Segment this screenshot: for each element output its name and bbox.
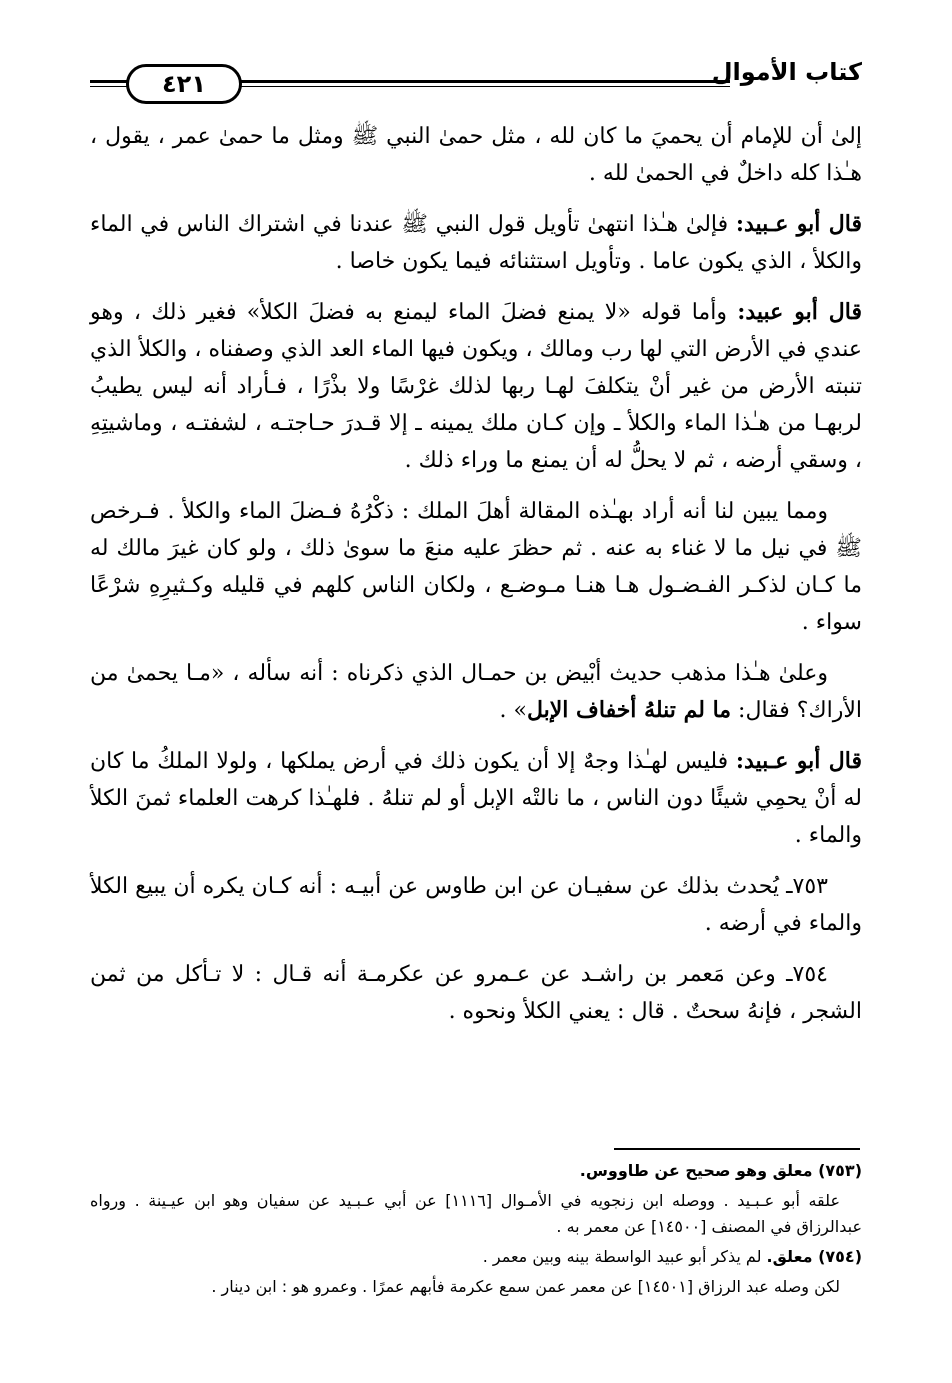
- footnote-separator: [614, 1148, 860, 1150]
- paragraph-8: [90, 956, 862, 1030]
- footnote-text: لكن وصله عبد الرزاق [١٤٥٠١] عن معمر عمن سمع عكرمة فأبهم عمرًا . وعمرو هو : ابن دينار .: [211, 1277, 840, 1296]
- footnote-2: [90, 1188, 862, 1240]
- footnote-4: [90, 1274, 862, 1300]
- footnote-text: علقه أبو عـبـيد . ووصله ابن زنجويه في الأمـوال [١١١٦] عن أبي عـبـيد عن سفيان وهو ابن عيـينة . ورواه عبدالرزاق في المصنف [١٤٥٠٠] عن معمر به .: [90, 1191, 862, 1236]
- paragraph-text: إلىٰ أن للإمام أن يحميَ ما كان لله ، مثل حمىٰ النبي ﷺ ومثل ما حمىٰ عمر ، يقول ، هـٰذا كله داخلٌ في الحمىٰ لله .: [90, 124, 862, 186]
- paragraph-text: ومما يبين لنا أنه أراد بهـٰذه المقالة أهلَ الملك : ذكْرُهُ فـضلَ الماء والكلأ . فـرخص ﷺ في نيل ما لا غناء به عنه . ثم حظرَ عليه منعَ ما سوىٰ ذلك ، ولو كان غيرَ مالك له ما كـان لذكـر الفـضـول هـا هنـا مـوضـع ، ولكان الناس كلهم في قليله وكـثيرِهِ شرْعًا سواء .: [90, 499, 862, 635]
- paragraph-1: [90, 118, 862, 192]
- page-number: ٤٢١: [126, 64, 242, 104]
- speaker-label: قال أبو عـبيد:: [735, 211, 862, 237]
- paragraph-6: [90, 743, 862, 854]
- paragraph-text: فليس لهـٰذا وجهٌ إلا أن يكون ذلك في أرض يملكها ، ولولا الملكُ ما كان له أنْ يحمِي شيئًا دون الناس ، ما نالتْه الإبل أو لم تنلهُ . فلهـٰذا كرهت العلماء ثمنَ الكلأ والماء .: [90, 749, 862, 848]
- footnote-text: لم يذكر أبو عبيد الواسطة بينه وبين معمر .: [482, 1247, 767, 1266]
- paragraph-text: فإلىٰ هـٰذا انتهىٰ تأويل قول النبي ﷺ عندنا في اشتراك الناس في الماء والكلأ ، الذي يكون عاما . وتأويل استثنائه فيما يكون خاصا .: [90, 212, 862, 274]
- paragraph-text: ٧٥٤ـ وعن مَعمر بن راشـد عن عـمرو عن عكرمـة أنه قـال : لا تـأكل من ثمن الشجر ، فإنهُ سحتٌ . قال : يعني الكلأ ونحوه .: [90, 962, 862, 1024]
- running-title: كتاب الأموال: [711, 58, 862, 86]
- footnotes: [90, 1158, 862, 1304]
- footnote-head: (٧٥٣) معلق وهو صحيح عن طاووس.: [579, 1161, 862, 1180]
- paragraph-text: وأما قوله «لا يمنع فضلَ الماء ليمنع به فضلَ الكلأ» فغير ذلك ، وهو عندي في الأرض التي لها رب ومالك ، ويكون فيها الماء العد الذي وصفناه ، والكلأ الذي تنبته الأرض من غير أنْ يتكلفَ لهـا ربها لذلك غرْسًا ولا بذْرًا ، فـأراد أنه ليس يطيبُ لربهـا من هـٰذا الماء والكلأ ـ وإن كـان ملك يمينه ـ إلا قـدرَ حـاجتـه ، لشفتـه ، وماشيتِهِ ، وسقي أرضه ، ثم لا يحلُّ له أن يمنع ما وراء ذلك .: [90, 300, 862, 473]
- paragraph-3: [90, 294, 862, 479]
- footnote-1: [90, 1158, 862, 1184]
- speaker-label: قال أبو عبيد:: [737, 299, 862, 325]
- paragraph-2: [90, 206, 862, 280]
- page-header: [90, 58, 862, 108]
- paragraph-tail: » .: [499, 698, 527, 723]
- paragraph-4: [90, 493, 862, 641]
- footnote-head: (٧٥٤) معلق.: [766, 1247, 862, 1266]
- paragraph-5: [90, 655, 862, 729]
- hadith-quote: ما لم تنلهُ أخفاف الإبل: [526, 697, 732, 723]
- paragraph-text: وعلىٰ هـٰذا مذهب حديث أبْيض بن حمـال الذي ذكرناه : أنه سأله ، «مـا يحمىٰ من الأراك؟ فقال:: [90, 661, 862, 723]
- speaker-label: قال أبو عـبيد:: [735, 748, 862, 774]
- main-text: [90, 118, 862, 1044]
- paragraph-7: [90, 868, 862, 942]
- paragraph-text: ٧٥٣ـ يُحدث بذلك عن سفيـان عن ابن طاوس عن أبيـه : أنه كـان يكره أن يبيع الكلأ والماء في أرضه .: [90, 874, 862, 936]
- footnote-3: [90, 1244, 862, 1270]
